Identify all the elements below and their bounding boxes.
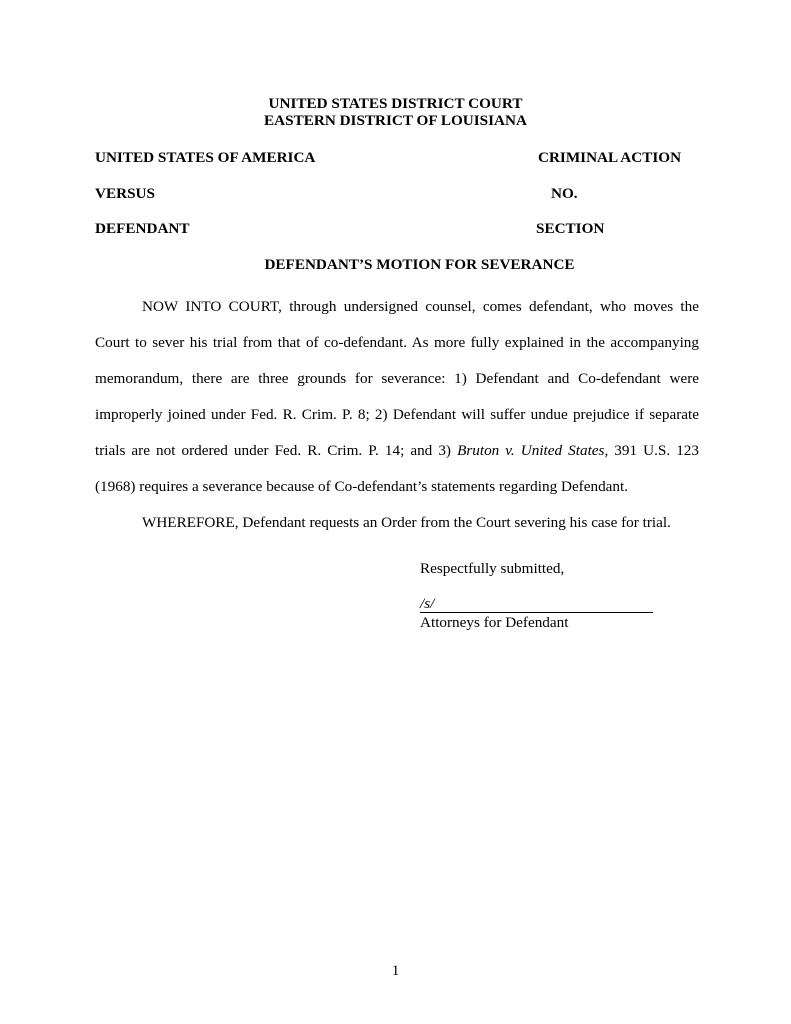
caption-number-label: NO. — [551, 185, 578, 202]
court-heading — [0, 95, 791, 129]
caption-section-label: SECTION — [536, 220, 605, 237]
body-paragraph — [95, 289, 699, 505]
body-text-segment: NOW INTO COURT, through undersigned counsel, comes defendant, who moves the Court to sever his trial from that of co-defendant. As more fully explained in the accompanying memorandum, there are three grounds for severance: 1) Defendant and Co-defendant were improperly joined under Fed. R. Crim. P. 8; 2) Defendant will suffer undue prejudice if separate trials are not ordered under Fed. R. Crim. P. 14; and 3) — [95, 298, 699, 459]
page-number: 1 — [391, 962, 400, 979]
body-text-segment: 391 U.S. 123 (1968) requires a severance because of Co-defendant’s statements regarding Defendant. — [95, 442, 699, 495]
motion-title: DEFENDANT’S MOTION FOR SEVERANCE — [264, 256, 575, 273]
motion-body — [95, 289, 699, 541]
court-name: UNITED STATES DISTRICT COURT — [268, 95, 523, 112]
caption-defendant: DEFENDANT — [95, 220, 190, 237]
case-citation: Bruton v. United States, — [457, 442, 609, 459]
body-paragraph: WHEREFORE, Defendant requests an Order from the Court severing his case for trial. — [142, 514, 671, 531]
signature-closing: Respectfully submitted, — [420, 560, 565, 577]
signature-line: /s/ — [420, 596, 653, 613]
signature-block — [420, 560, 680, 633]
caption-plaintiff: UNITED STATES OF AMERICA — [95, 149, 316, 166]
signature-role: Attorneys for Defendant — [420, 614, 569, 631]
caption-versus: VERSUS — [95, 185, 155, 202]
court-district: EASTERN DISTRICT OF LOUISIANA — [264, 112, 527, 129]
caption-action-label: CRIMINAL ACTION — [538, 149, 682, 166]
